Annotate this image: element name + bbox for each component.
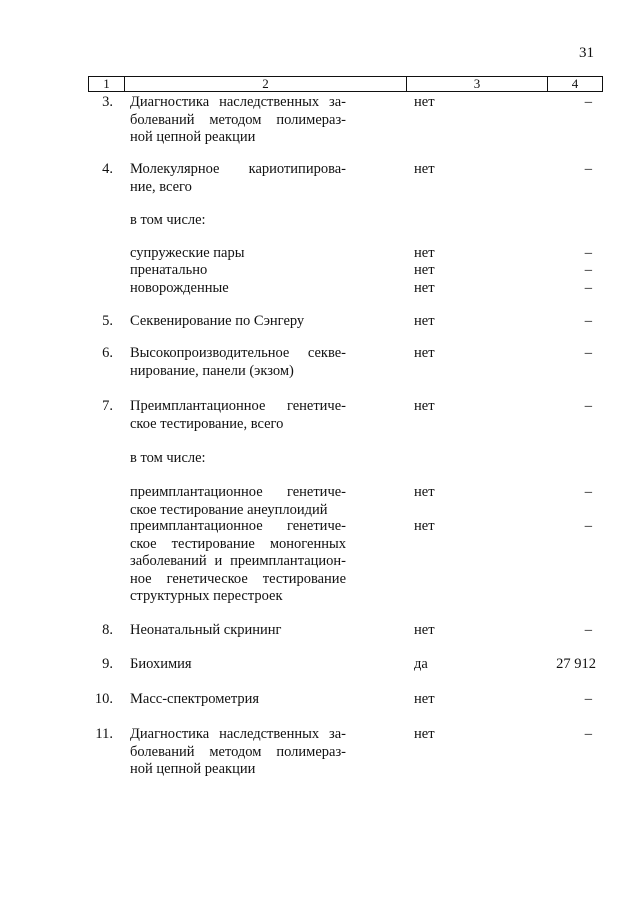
row-availability: нет (414, 94, 435, 110)
row-availability: нет (414, 484, 435, 500)
row-description (130, 94, 346, 147)
description-line: Биохимия (130, 656, 192, 672)
row-number: 8. (102, 622, 113, 638)
row-description (130, 656, 346, 674)
description-line: ной цепной реакции (130, 761, 256, 777)
description-line: преимплантационное генетиче- (130, 518, 346, 534)
row-description (130, 398, 346, 433)
row-description (130, 280, 346, 298)
row-value: – (584, 691, 592, 707)
row-number: 3. (102, 94, 113, 110)
row-value: – (584, 398, 592, 414)
page-number: 31 (579, 45, 594, 61)
description-line: пренатально (130, 262, 208, 278)
row-availability: нет (414, 622, 435, 638)
description-line: в том числе: (130, 212, 206, 228)
description-line: ское тестирование моногенных (130, 535, 346, 552)
description-line: ное генетическое тестирование (130, 570, 346, 587)
description-line: болеваний методом полимераз- (130, 743, 346, 760)
row-availability: нет (414, 691, 435, 707)
description-line: Секвенирование по Сэнгеру (130, 313, 305, 329)
row-value: – (584, 94, 592, 110)
row-value: – (584, 245, 592, 261)
description-line: супружеские пары (130, 245, 245, 261)
description-line: Масс-спектрометрия (130, 691, 260, 707)
row-availability: нет (414, 398, 435, 414)
row-availability: да (414, 656, 428, 672)
row-availability: нет (414, 262, 435, 278)
description-line: ское тестирование анеуплоидий (130, 501, 328, 518)
row-value: – (584, 345, 592, 361)
description-line: новорожденные (130, 280, 229, 296)
header-cell-3: 3 (407, 77, 548, 92)
description-line: заболеваний и преимплантацион- (130, 553, 346, 569)
row-value: 27 912 (556, 656, 596, 672)
description-line: ние, всего (130, 178, 192, 195)
row-description (130, 691, 346, 709)
description-line: в том числе: (130, 450, 206, 466)
description-line: преимплантационное генетиче- (130, 484, 346, 500)
row-availability: нет (414, 280, 435, 296)
row-value: – (584, 484, 592, 500)
row-number: 5. (102, 313, 113, 329)
row-description (130, 726, 346, 779)
row-number: 11. (95, 726, 113, 742)
row-description (130, 345, 346, 380)
row-number: 4. (102, 161, 113, 177)
row-description (130, 450, 346, 468)
description-line: нирование, панели (экзом) (130, 362, 294, 379)
row-value: – (584, 622, 592, 638)
row-value: – (584, 313, 592, 329)
row-description (130, 245, 346, 263)
row-availability: нет (414, 245, 435, 261)
description-line: Высокопроизводительное секве- (130, 345, 346, 361)
description-line: Молекулярное кариотипирова- (130, 161, 346, 177)
row-availability: нет (414, 345, 435, 361)
row-number: 6. (102, 345, 113, 361)
row-value: – (584, 262, 592, 278)
row-description (130, 484, 346, 519)
row-number: 9. (102, 656, 113, 672)
description-line: Неонатальный скрининг (130, 622, 282, 638)
row-number: 7. (102, 398, 113, 414)
row-description (130, 161, 346, 196)
row-description (130, 518, 346, 606)
row-value: – (584, 280, 592, 296)
table-header (88, 76, 603, 92)
row-availability: нет (414, 726, 435, 742)
description-line: Диагностика наследственных за- (130, 94, 346, 110)
row-description (130, 262, 346, 280)
description-line: структурных перестроек (130, 588, 283, 604)
header-row (89, 77, 603, 92)
row-value: – (584, 726, 592, 742)
description-line: Преимплантационное генетиче- (130, 398, 346, 414)
header-cell-2: 2 (125, 77, 407, 92)
row-description (130, 622, 346, 640)
description-line: болеваний методом полимераз- (130, 111, 346, 128)
row-description (130, 212, 346, 230)
header-cell-4: 4 (548, 77, 603, 92)
row-description (130, 313, 346, 331)
header-cell-1: 1 (89, 77, 125, 92)
description-line: Диагностика наследственных за- (130, 726, 346, 742)
row-value: – (584, 518, 592, 534)
row-number: 10. (94, 691, 113, 707)
row-value: – (584, 161, 592, 177)
row-availability: нет (414, 518, 435, 534)
description-line: ское тестирование, всего (130, 415, 284, 432)
row-availability: нет (414, 313, 435, 329)
row-availability: нет (414, 161, 435, 177)
description-line: ной цепной реакции (130, 129, 256, 145)
